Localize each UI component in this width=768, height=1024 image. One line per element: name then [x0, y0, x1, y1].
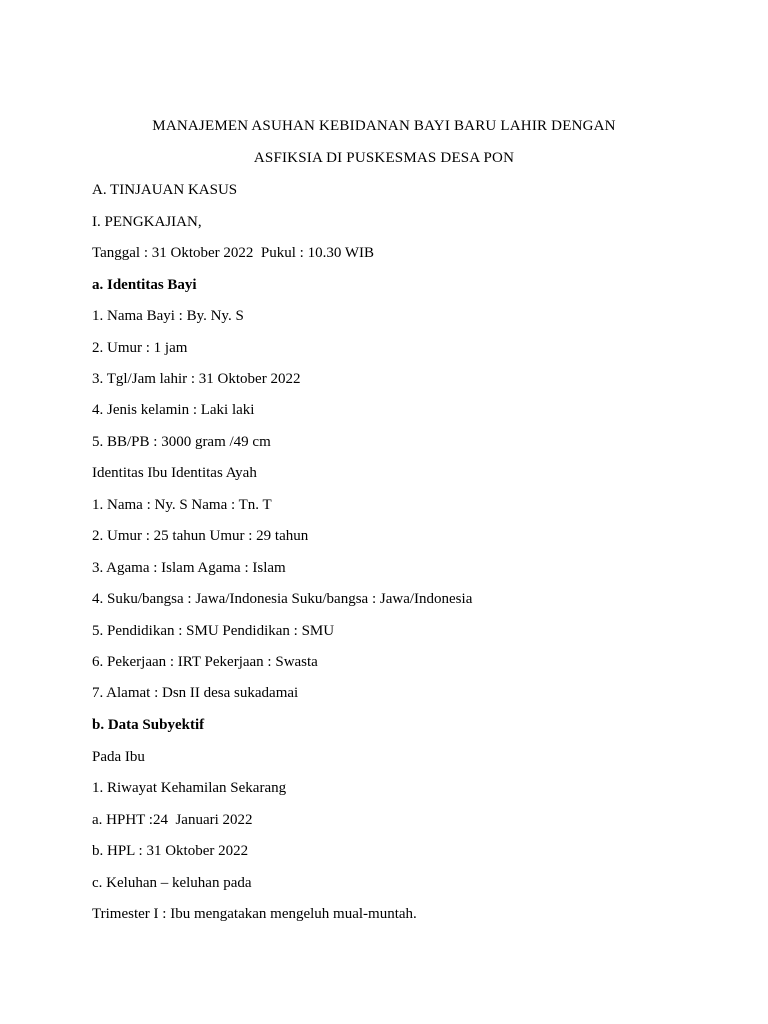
list-item: 5. BB/PB : 3000 gram /49 cm: [92, 434, 271, 450]
list-item: 2. Umur : 25 tahun Umur : 29 tahun: [92, 528, 309, 544]
list-item: 2. Umur : 1 jam: [92, 340, 188, 356]
date-time-line: Tanggal : 31 Oktober 2022 Pukul : 10.30 WIB: [92, 245, 374, 261]
list-item: c. Keluhan – keluhan pada: [92, 875, 252, 891]
list-item: 3. Agama : Islam Agama : Islam: [92, 560, 286, 576]
section-heading-tinjauan-kasus: A. TINJAUAN KASUS: [92, 182, 238, 198]
list-item: 4. Jenis kelamin : Laki laki: [92, 402, 255, 418]
document-title-line-1: MANAJEMEN ASUHAN KEBIDANAN BAYI BARU LAHIR DENGAN: [152, 118, 616, 134]
list-item: a. HPHT :24 Januari 2022: [92, 812, 253, 828]
list-item: 1. Riwayat Kehamilan Sekarang: [92, 780, 287, 796]
subheading-identitas-bayi: a. Identitas Bayi: [92, 277, 197, 293]
identitas-orangtua-heading: Identitas Ibu Identitas Ayah: [92, 465, 257, 481]
document-title-line-2: ASFIKSIA DI PUSKESMAS DESA PON: [253, 150, 515, 166]
list-item: 4. Suku/bangsa : Jawa/Indonesia Suku/bangsa : Jawa/Indonesia: [92, 591, 473, 607]
list-item: b. HPL : 31 Oktober 2022: [92, 843, 249, 859]
subheading-data-subyektif: b. Data Subyektif: [92, 717, 205, 733]
paragraph-line: Pada Ibu: [92, 749, 145, 765]
list-item: 6. Pekerjaan : IRT Pekerjaan : Swasta: [92, 654, 318, 670]
paragraph-line: Trimester I : Ibu mengatakan mengeluh mual-muntah.: [92, 906, 417, 922]
list-item: 5. Pendidikan : SMU Pendidikan : SMU: [92, 623, 335, 639]
section-heading-pengkajian: I. PENGKAJIAN,: [92, 214, 202, 230]
list-item: 7. Alamat : Dsn II desa sukadamai: [92, 685, 299, 701]
list-item: 3. Tgl/Jam lahir : 31 Oktober 2022: [92, 371, 301, 387]
list-item: 1. Nama Bayi : By. Ny. S: [92, 308, 244, 324]
list-item: 1. Nama : Ny. S Nama : Tn. T: [92, 497, 272, 513]
